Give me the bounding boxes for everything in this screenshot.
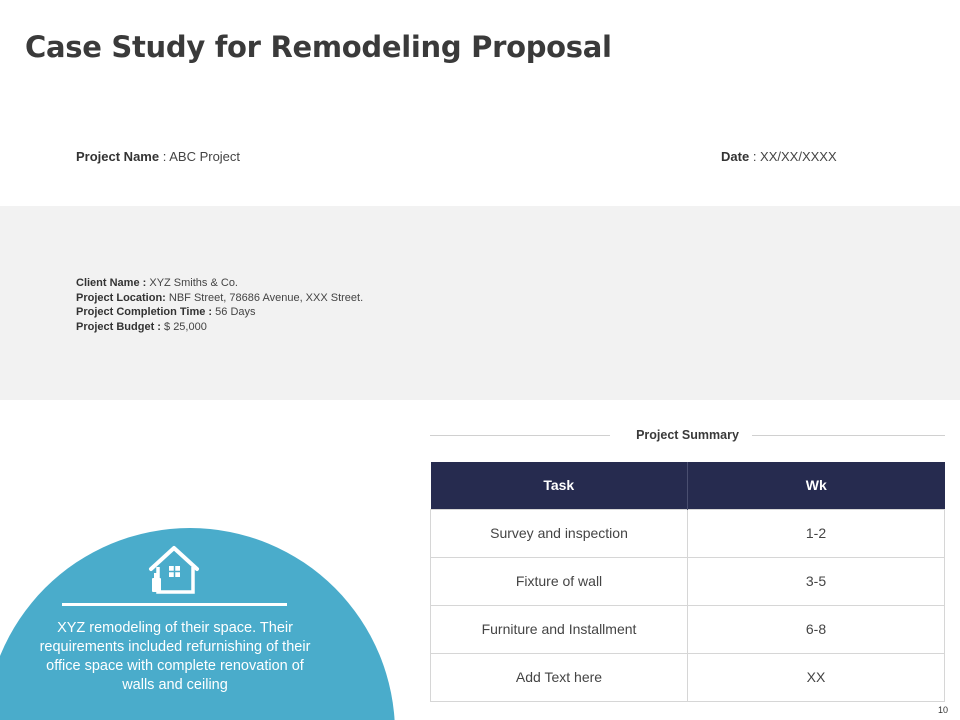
circle-description: XYZ remodeling of their space. Their requirements included refurnishing of their office space with complete renovation of walls and ceiling [39,620,311,693]
task-cell: Add Text here [431,653,688,701]
summary-heading [430,428,945,444]
page-title: Case Study for Remodeling Proposal [25,30,612,64]
week-cell: 6-8 [688,605,945,653]
detail-value: XYZ Smiths & Co. [149,277,238,289]
detail-value: NBF Street, 78686 Avenue, XXX Street. [168,291,364,304]
task-cell: Furniture and Installment [431,605,688,653]
project-details [76,276,363,334]
week-cell: 3-5 [688,557,945,605]
circle-divider [62,603,287,606]
house-icon [148,545,200,595]
week-cell: 1-2 [688,509,945,557]
detail-label: Project Location: [76,291,169,304]
week-cell: XX [688,653,945,701]
table-header-row [431,462,945,509]
project-date [721,149,837,164]
table-row [431,509,945,557]
detail-completion [76,305,363,320]
detail-value: 56 Days [215,306,256,318]
table-row [431,557,945,605]
summary-table [430,462,945,702]
task-cell: Survey and inspection [431,509,688,557]
detail-label: Project Budget : [76,320,165,333]
project-name-value: : ABC Project [162,149,241,164]
detail-location [76,291,363,306]
detail-client [76,276,363,291]
page-number: 10 [937,705,948,715]
detail-budget [76,320,363,335]
project-name-label: Project Name [76,149,160,164]
task-cell: Fixture of wall [431,557,688,605]
project-name [76,149,240,164]
column-header-wk: Wk [688,462,945,509]
detail-value: $ 25,000 [164,320,207,333]
table-row [431,605,945,653]
heading-rule-right [752,435,945,436]
column-header-task: Task [431,462,688,509]
date-label: Date [721,149,750,164]
table-row [431,653,945,701]
date-value: : XX/XX/XXXX [752,149,837,164]
detail-label: Project Completion Time : [76,306,216,318]
summary-heading-label: Project Summary [636,428,739,442]
detail-label: Client Name : [76,277,150,289]
